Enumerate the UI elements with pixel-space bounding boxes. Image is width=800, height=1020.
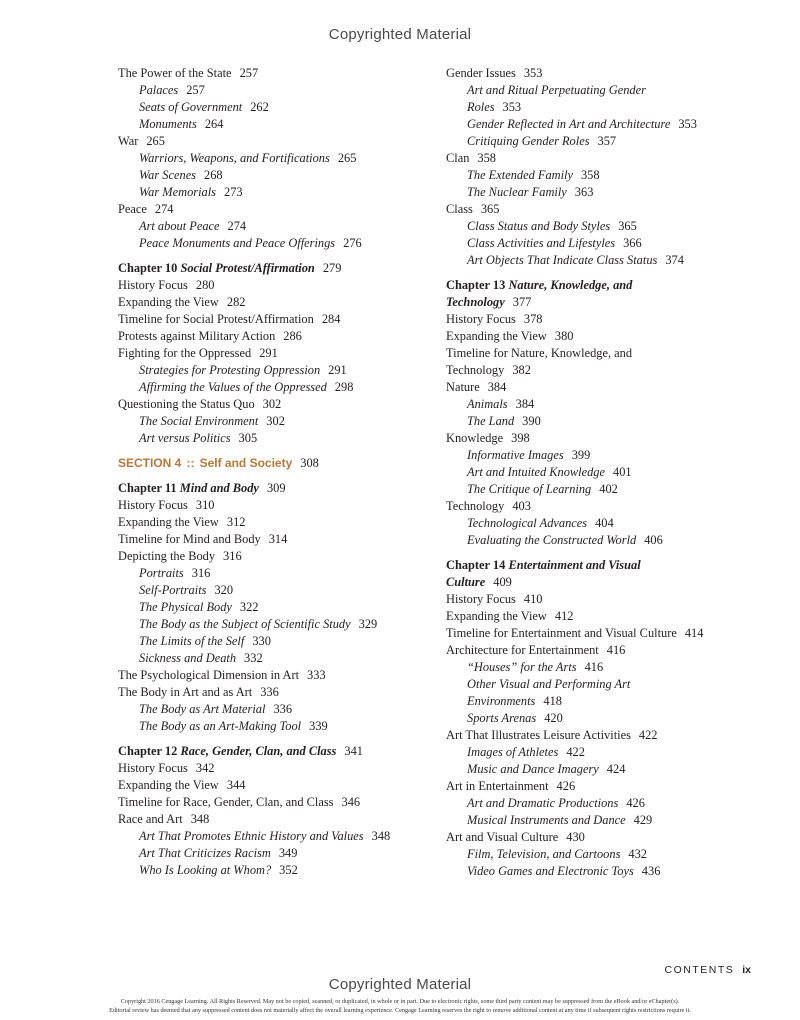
entry-text: Other Visual and Performing Art xyxy=(467,677,631,691)
entry-page: 384 xyxy=(515,397,535,411)
entry-text: Technology xyxy=(446,499,505,513)
toc-entry xyxy=(118,311,418,328)
chapter-heading xyxy=(118,480,418,497)
toc-entry xyxy=(446,642,776,659)
toc-entry xyxy=(118,777,418,794)
toc-subentry xyxy=(446,235,776,252)
entry-text: Peace xyxy=(118,202,147,216)
watermark-top: Copyrighted Material xyxy=(328,26,472,43)
entry-page: 349 xyxy=(278,846,298,860)
toc-entry xyxy=(118,133,418,150)
entry-page: 265 xyxy=(337,151,357,165)
entry-text: Art in Entertainment xyxy=(446,779,549,793)
copyright-notice-line-2: Editorial review has deemed that any suppressed content does not materially affect the overall learning experience. Cengage Learning reserves the right to remove additional content at any time if subsequent rights restrictions require it. xyxy=(109,1007,691,1014)
toc-subentry xyxy=(446,396,776,413)
entry-page: 273 xyxy=(224,185,243,199)
toc-subentry xyxy=(446,133,776,150)
entry-page: 280 xyxy=(195,278,215,292)
entry-page: 382 xyxy=(512,363,531,377)
chapter-title: Entertainment and Visual xyxy=(508,558,641,572)
chapter-label: Chapter 14 xyxy=(446,558,506,572)
entry-text: Gender Issues xyxy=(446,66,516,80)
entry-page: 346 xyxy=(341,795,361,809)
entry-page: 332 xyxy=(244,651,263,665)
toc-entry xyxy=(118,514,418,531)
entry-text: Roles xyxy=(467,100,495,114)
entry-page: 262 xyxy=(250,100,269,114)
section-title: Self and Society xyxy=(199,456,293,470)
chapter-label: Chapter 12 xyxy=(118,744,178,758)
entry-text: The Social Environment xyxy=(139,414,259,428)
entry-text: Class Status and Body Styles xyxy=(467,219,611,233)
entry-text: Class Activities and Lifestyles xyxy=(467,236,616,250)
entry-text: Informative Images xyxy=(467,448,564,462)
entry-text: History Focus xyxy=(118,761,188,775)
toc-subentry xyxy=(446,167,776,184)
toc-entry xyxy=(446,345,776,362)
entry-text: Art and Ritual Perpetuating Gender xyxy=(467,83,646,97)
entry-text: Art and Intuited Knowledge xyxy=(467,465,606,479)
toc-subentry xyxy=(118,150,418,167)
toc-entry xyxy=(446,829,776,846)
entry-text: Monuments xyxy=(139,117,197,131)
toc-subentry xyxy=(446,82,776,99)
entry-page: 412 xyxy=(554,609,574,623)
chapter-title: Race, Gender, Clan, and Class xyxy=(180,744,337,758)
entry-text: Peace Monuments and Peace Offerings xyxy=(139,236,336,250)
entry-text: Art That Criticizes Racism xyxy=(139,846,271,860)
toc-subentry xyxy=(446,863,776,880)
chapter-title: Culture xyxy=(446,575,486,589)
entry-page: 353 xyxy=(523,66,543,80)
entry-text: The Power of the State xyxy=(118,66,232,80)
toc-right-column xyxy=(446,65,776,880)
toc-subentry xyxy=(446,761,776,778)
entry-page: 284 xyxy=(321,312,341,326)
toc-entry xyxy=(446,778,776,795)
chapter-heading-continued xyxy=(446,294,776,311)
entry-page: 416 xyxy=(584,660,604,674)
entry-text: The Land xyxy=(467,414,515,428)
chapter-label: Chapter 13 xyxy=(446,278,506,292)
entry-page: 316 xyxy=(223,549,242,563)
entry-page: 418 xyxy=(543,694,562,708)
toc-subentry xyxy=(446,481,776,498)
entry-page: 414 xyxy=(684,626,704,640)
entry-text: War xyxy=(118,134,139,148)
entry-text: The Body as an Art-Making Tool xyxy=(139,719,302,733)
entry-page: 336 xyxy=(273,702,293,716)
entry-page: 353 xyxy=(678,117,697,131)
entry-page: 432 xyxy=(628,847,647,861)
chapter-page: 309 xyxy=(266,481,286,495)
entry-page: 316 xyxy=(191,566,211,580)
entry-page: 363 xyxy=(574,185,594,199)
entry-page: 426 xyxy=(556,779,576,793)
entry-page: 330 xyxy=(252,634,271,648)
chapter-label: Chapter 10 xyxy=(118,261,178,275)
entry-text: Sickness and Death xyxy=(139,651,237,665)
chapter-page: 377 xyxy=(512,295,532,309)
entry-text: Portraits xyxy=(139,566,184,580)
toc-subentry xyxy=(118,362,418,379)
entry-text: Timeline for Nature, Knowledge, and xyxy=(446,346,633,360)
entry-text: Class xyxy=(446,202,473,216)
entry-page: 276 xyxy=(343,236,362,250)
toc-subentry xyxy=(118,184,418,201)
entry-page: 403 xyxy=(512,499,531,513)
toc-entry xyxy=(118,396,418,413)
entry-page: 291 xyxy=(259,346,278,360)
entry-page: 422 xyxy=(566,745,585,759)
chapter-heading xyxy=(118,743,418,760)
running-footer xyxy=(664,964,751,976)
entry-page: 257 xyxy=(186,83,205,97)
toc-subentry xyxy=(118,718,418,735)
entry-text: Timeline for Entertainment and Visual Culture xyxy=(446,626,677,640)
toc-subentry xyxy=(118,413,418,430)
entry-text: Palaces xyxy=(139,83,179,97)
chapter-page: 279 xyxy=(322,261,342,275)
toc-entry xyxy=(118,277,418,294)
toc-subentry xyxy=(446,676,776,693)
entry-text: History Focus xyxy=(118,278,188,292)
entry-page: 336 xyxy=(260,685,279,699)
toc-subentry xyxy=(118,430,418,447)
toc-subentry-continued xyxy=(446,693,776,710)
toc-entry xyxy=(118,811,418,828)
toc-entry xyxy=(446,591,776,608)
entry-text: Film, Television, and Cartoons xyxy=(467,847,621,861)
entry-text: Nature xyxy=(446,380,480,394)
entry-page: 399 xyxy=(571,448,591,462)
toc-subentry xyxy=(118,845,418,862)
toc-entry xyxy=(446,328,776,345)
entry-text: Critiquing Gender Roles xyxy=(467,134,590,148)
entry-page: 339 xyxy=(309,719,328,733)
entry-text: History Focus xyxy=(446,312,516,326)
entry-text: The Body as the Subject of Scientific Study xyxy=(139,617,351,631)
toc-subentry xyxy=(118,99,418,116)
entry-page: 358 xyxy=(477,151,496,165)
entry-text: Affirming the Values of the Oppressed xyxy=(139,380,327,394)
entry-text: Expanding the View xyxy=(118,778,219,792)
section-label: SECTION 4 xyxy=(118,456,182,470)
entry-text: Timeline for Social Protest/Affirmation xyxy=(118,312,314,326)
toc-entry xyxy=(118,760,418,777)
entry-text: The Physical Body xyxy=(139,600,232,614)
entry-page: 320 xyxy=(214,583,234,597)
entry-text: War Scenes xyxy=(139,168,197,182)
toc-entry xyxy=(446,150,776,167)
entry-page: 416 xyxy=(606,643,626,657)
entry-page: 314 xyxy=(268,532,288,546)
entry-page: 312 xyxy=(226,515,246,529)
entry-text: Art versus Politics xyxy=(139,431,231,445)
entry-page: 378 xyxy=(523,312,543,326)
chapter-heading xyxy=(118,260,418,277)
watermark-bottom: Copyrighted Material xyxy=(328,976,472,993)
entry-text: Art Objects That Indicate Class Status xyxy=(467,253,658,267)
toc-entry xyxy=(446,498,776,515)
entry-text: Art That Illustrates Leisure Activities xyxy=(446,728,631,742)
entry-text: Timeline for Race, Gender, Clan, and Class xyxy=(118,795,334,809)
entry-text: Video Games and Electronic Toys xyxy=(467,864,634,878)
page-number: ix xyxy=(742,964,751,976)
toc-subentry xyxy=(446,116,776,133)
toc-subentry xyxy=(118,599,418,616)
entry-page: 390 xyxy=(522,414,541,428)
entry-text: Animals xyxy=(467,397,508,411)
toc-entry xyxy=(446,201,776,218)
entry-text: Evaluating the Constructed World xyxy=(467,533,637,547)
toc-subentry xyxy=(118,701,418,718)
entry-text: Music and Dance Imagery xyxy=(467,762,599,776)
entry-page: 353 xyxy=(502,100,522,114)
entry-text: Race and Art xyxy=(118,812,183,826)
toc-subentry xyxy=(118,167,418,184)
toc-subentry xyxy=(118,650,418,667)
toc-subentry xyxy=(446,184,776,201)
chapter-heading xyxy=(446,277,776,294)
entry-text: Technology xyxy=(446,363,505,377)
entry-page: 436 xyxy=(641,864,661,878)
entry-page: 291 xyxy=(328,363,347,377)
footer-label: CONTENTS xyxy=(664,964,735,976)
toc-entry xyxy=(118,531,418,548)
chapter-label: Chapter 11 xyxy=(118,481,177,495)
toc-left-column xyxy=(118,65,418,879)
entry-text: Images of Athletes xyxy=(467,745,559,759)
entry-page: 420 xyxy=(544,711,563,725)
entry-page: 430 xyxy=(566,830,585,844)
toc-subentry xyxy=(446,413,776,430)
entry-page: 366 xyxy=(623,236,642,250)
entry-page: 352 xyxy=(279,863,298,877)
toc-subentry xyxy=(118,82,418,99)
toc-entry xyxy=(446,430,776,447)
entry-text: Timeline for Mind and Body xyxy=(118,532,261,546)
toc-subentry xyxy=(118,633,418,650)
toc-subentry xyxy=(446,252,776,269)
entry-text: The Body in Art and as Art xyxy=(118,685,253,699)
chapter-title: Nature, Knowledge, and xyxy=(508,278,633,292)
chapter-page: 409 xyxy=(493,575,512,589)
toc-subentry xyxy=(446,532,776,549)
chapter-title: Social Protest/Affirmation xyxy=(180,261,315,275)
toc-subentry xyxy=(446,515,776,532)
entry-page: 365 xyxy=(480,202,500,216)
toc-subentry xyxy=(118,828,418,845)
toc-entry xyxy=(118,684,418,701)
entry-page: 380 xyxy=(554,329,574,343)
entry-page: 426 xyxy=(626,796,645,810)
toc-subentry xyxy=(118,235,418,252)
toc-entry xyxy=(118,548,418,565)
chapter-title: Technology xyxy=(446,295,505,309)
entry-text: History Focus xyxy=(118,498,188,512)
toc-entry xyxy=(446,727,776,744)
entry-page: 406 xyxy=(644,533,663,547)
entry-page: 286 xyxy=(283,329,302,343)
entry-page: 384 xyxy=(487,380,507,394)
entry-page: 282 xyxy=(226,295,246,309)
entry-text: Architecture for Entertainment xyxy=(446,643,599,657)
toc-subentry xyxy=(118,218,418,235)
entry-text: The Limits of the Self xyxy=(139,634,245,648)
entry-page: 264 xyxy=(204,117,224,131)
entry-page: 305 xyxy=(238,431,258,445)
toc-entry xyxy=(118,294,418,311)
entry-text: The Extended Family xyxy=(467,168,573,182)
entry-page: 265 xyxy=(146,134,165,148)
entry-text: “Houses” for the Arts xyxy=(467,660,577,674)
entry-text: Protests against Military Action xyxy=(118,329,276,343)
entry-text: Art and Dramatic Productions xyxy=(467,796,619,810)
entry-text: Knowledge xyxy=(446,431,504,445)
toc-entry xyxy=(118,65,418,82)
toc-entry xyxy=(446,311,776,328)
entry-page: 401 xyxy=(613,465,632,479)
entry-text: The Body as Art Material xyxy=(139,702,266,716)
entry-text: Expanding the View xyxy=(446,329,547,343)
entry-page: 348 xyxy=(371,829,391,843)
entry-text: Questioning the Status Quo xyxy=(118,397,255,411)
toc-subentry xyxy=(446,812,776,829)
toc-subentry xyxy=(446,795,776,812)
toc-subentry xyxy=(446,846,776,863)
chapter-title: Mind and Body xyxy=(179,481,259,495)
toc-subentry xyxy=(118,565,418,582)
entry-page: 274 xyxy=(154,202,174,216)
entry-text: Fighting for the Oppressed xyxy=(118,346,252,360)
entry-page: 358 xyxy=(580,168,600,182)
entry-text: Who Is Looking at Whom? xyxy=(139,863,272,877)
entry-text: Strategies for Protesting Oppression xyxy=(139,363,321,377)
toc-entry xyxy=(118,328,418,345)
entry-text: Environments xyxy=(467,694,536,708)
entry-text: Depicting the Body xyxy=(118,549,216,563)
entry-page: 402 xyxy=(599,482,618,496)
entry-page: 374 xyxy=(665,253,684,267)
entry-page: 257 xyxy=(239,66,259,80)
entry-text: Expanding the View xyxy=(118,295,219,309)
entry-text: Technological Advances xyxy=(467,516,588,530)
toc-subentry xyxy=(118,582,418,599)
entry-text: Clan xyxy=(446,151,470,165)
entry-page: 302 xyxy=(266,414,285,428)
entry-page: 344 xyxy=(226,778,246,792)
section-heading xyxy=(118,455,418,472)
toc-entry xyxy=(446,608,776,625)
entry-page: 322 xyxy=(239,600,259,614)
entry-text: The Critique of Learning xyxy=(467,482,592,496)
entry-page: 310 xyxy=(195,498,215,512)
entry-page: 404 xyxy=(595,516,614,530)
entry-page: 333 xyxy=(307,668,326,682)
entry-text: Musical Instruments and Dance xyxy=(467,813,626,827)
section-page: 308 xyxy=(300,456,319,470)
chapter-heading-continued xyxy=(446,574,776,591)
entry-page: 357 xyxy=(597,134,617,148)
toc-subentry-continued xyxy=(446,99,776,116)
toc-entry-continued xyxy=(446,362,776,379)
toc-subentry xyxy=(118,862,418,879)
entry-text: Expanding the View xyxy=(446,609,547,623)
entry-page: 348 xyxy=(190,812,210,826)
toc-subentry xyxy=(118,379,418,396)
entry-text: The Nuclear Family xyxy=(467,185,567,199)
entry-text: Art and Visual Culture xyxy=(446,830,559,844)
entry-text: Sports Arenas xyxy=(467,711,537,725)
toc-subentry xyxy=(118,116,418,133)
toc-subentry xyxy=(446,659,776,676)
entry-page: 365 xyxy=(618,219,637,233)
entry-page: 274 xyxy=(227,219,247,233)
toc-entry xyxy=(118,345,418,362)
toc-entry xyxy=(118,497,418,514)
entry-page: 268 xyxy=(204,168,223,182)
entry-text: Art That Promotes Ethnic History and Values xyxy=(139,829,364,843)
entry-text: Expanding the View xyxy=(118,515,219,529)
toc-subentry xyxy=(446,744,776,761)
entry-page: 302 xyxy=(262,397,282,411)
entry-page: 342 xyxy=(195,761,215,775)
toc-entry xyxy=(118,201,418,218)
entry-page: 424 xyxy=(606,762,626,776)
entry-page: 398 xyxy=(511,431,530,445)
entry-page: 329 xyxy=(358,617,378,631)
entry-text: Art about Peace xyxy=(139,219,220,233)
entry-page: 429 xyxy=(633,813,653,827)
toc-subentry xyxy=(118,616,418,633)
entry-page: 410 xyxy=(523,592,543,606)
entry-text: Warriors, Weapons, and Fortifications xyxy=(139,151,330,165)
toc-subentry xyxy=(446,710,776,727)
toc-subentry xyxy=(446,464,776,481)
toc-entry xyxy=(118,794,418,811)
toc-entry xyxy=(446,65,776,82)
entry-text: Gender Reflected in Art and Architecture xyxy=(467,117,671,131)
entry-text: The Psychological Dimension in Art xyxy=(118,668,300,682)
entry-page: 298 xyxy=(334,380,354,394)
entry-page: 422 xyxy=(638,728,658,742)
toc-subentry xyxy=(446,218,776,235)
chapter-page: 341 xyxy=(344,744,363,758)
entry-text: Self-Portraits xyxy=(139,583,207,597)
toc-entry xyxy=(446,379,776,396)
section-separator: :: xyxy=(186,456,195,470)
entry-text: Seats of Government xyxy=(139,100,243,114)
toc-subentry xyxy=(446,447,776,464)
chapter-heading xyxy=(446,557,776,574)
toc-entry xyxy=(118,667,418,684)
copyright-notice-line-1: Copyright 2016 Cengage Learning. All Rights Reserved. May not be copied, scanned, or duplicated, in whole or in part. Due to electronic rights, some third party content may be suppressed from the eBook and/or eChapter(s). xyxy=(120,998,680,1005)
entry-text: History Focus xyxy=(446,592,516,606)
entry-text: War Memorials xyxy=(139,185,216,199)
toc-entry xyxy=(446,625,776,642)
